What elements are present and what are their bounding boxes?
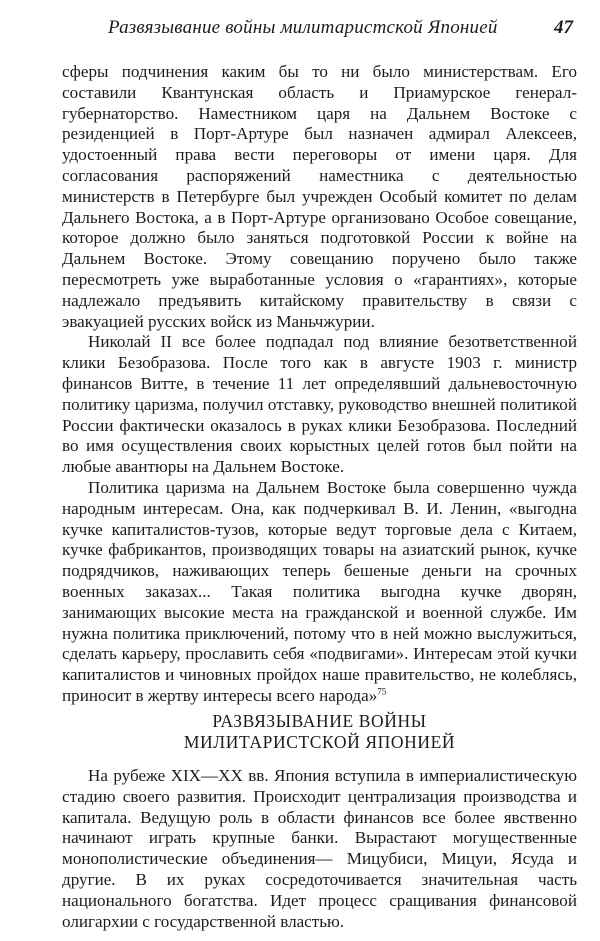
running-title: Развязывание войны милитаристской Японией	[108, 17, 498, 38]
section-heading-line-2: МИЛИТАРИСТСКОЙ ЯПОНИЕЙ	[183, 732, 456, 752]
section-text	[62, 766, 577, 932]
section-paragraph: На рубеже XIX—XX вв. Япония вступила в империалистическую стадию своего развития. Происходит централизация производства и капитала. Ведущую роль в области финансов все более явственно начинают играть крупные банки. Вырастают могущественные монополистические объединения— Мицубиси, Мицуи, Ясуда и другие. В их руках сосредоточивается значительная часть национального богатства. Идет процесс сращивания финансовой олигархии с государственной властью.	[62, 766, 577, 931]
running-head	[62, 17, 577, 47]
paragraph-1: сферы подчинения каким бы то ни было министерствам. Его составили Квантунская область и Приамурское генерал-губернаторство. Наместником царя на Дальнем Востоке с резиденцией в Порт-Артуре был назначен адмирал Алексеев, удостоенный права вести переговоры от имени царя. Для согласования распоряжений наместника с деятельностью министерств в Петербурге был учрежден Особый комитет по делам Дальнего Востока, а в Порт-Артуре организовано Особое совещание, которое должно было заняться подготовкой России к войне на Дальнем Востоке. Этому совещанию поручено было также пересмотреть уже выработанные условия о «гарантиях», которые надлежало предъявить китайскому правительству в связи с эвакуацией русских войск из Маньчжурии.	[62, 62, 577, 331]
footnote-marker: 75	[377, 686, 387, 697]
paragraph-3	[62, 478, 577, 707]
body-text	[62, 62, 577, 707]
paragraph-3-text: Политика царизма на Дальнем Востоке была совершенно чужда народным интересам. Она, как подчеркивал В. И. Ленин, «выгодна кучке капиталистов-тузов, которые ведут торговые дела с Китаем, кучке фабрикантов, производящих товары на азиатский рынок, кучке подрядчиков, наживающих теперь бешеные деньги на срочных военных заказах... Такая политика выгодна кучке дворян, занимающих высокие места на гражданской и военной службе. Им нужна политика приключений, потому что в ней можно выслужиться, сделать карьеру, прославить себя «подвигами». Интересам этой кучки капиталистов и чиновных пройдох наше правительство, не колеблясь, приносит в жертву интересы всего народа»	[62, 477, 577, 705]
paragraph-2: Николай II все более подпадал под влияние безответственной клики Безобразова. После того как в августе 1903 г. министр финансов Витте, в течение 11 лет определявший дальневосточную политику царизма, получил отставку, руководство внешней политикой России фактически оказалось в руках клики Безобразова. Последний во имя осуществления своих корыстных целей готов был пойти на любые авантюры на Дальнем Востоке.	[62, 332, 577, 477]
section-heading-line-1: РАЗВЯЗЫВАНИЕ ВОЙНЫ	[212, 711, 427, 731]
page-number: 47	[554, 17, 573, 38]
section-heading	[62, 711, 577, 753]
